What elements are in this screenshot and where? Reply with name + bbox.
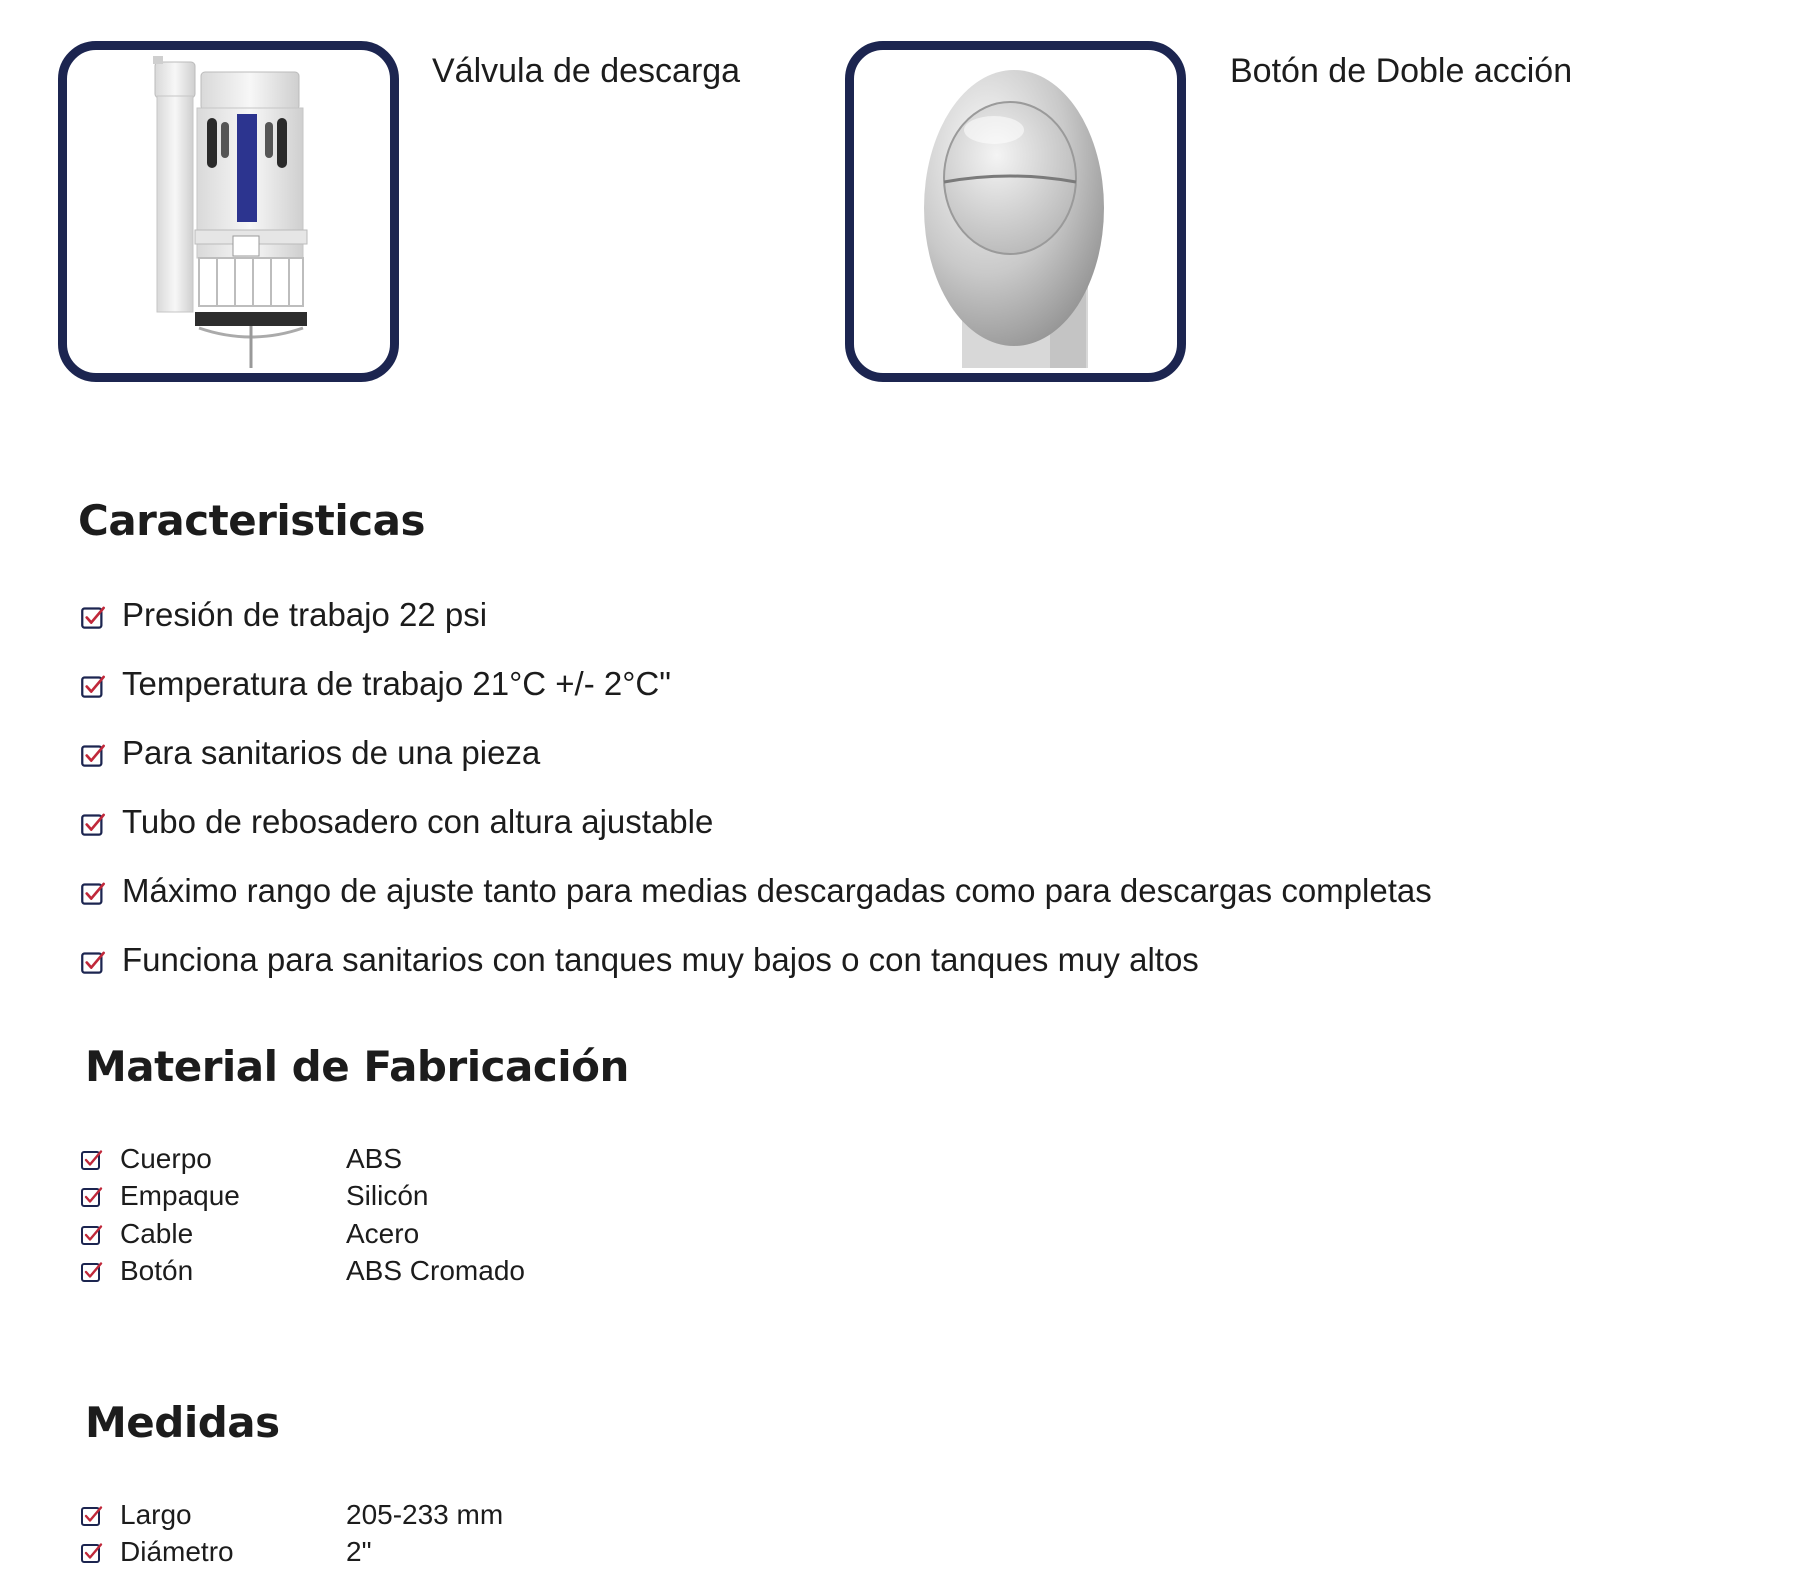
table-row: [80, 1215, 525, 1253]
material-list: [80, 1140, 525, 1290]
checkbox-icon: [80, 670, 107, 697]
table-row: [80, 1253, 525, 1291]
spec-value: Silicón: [346, 1180, 429, 1212]
table-row: [80, 1534, 503, 1572]
feature-text: Tubo de rebosadero con altura ajustable: [122, 802, 714, 840]
list-item: [80, 649, 1432, 718]
checkbox-icon: [80, 739, 107, 766]
checkbox-icon: [80, 1222, 104, 1246]
flush-valve-title: Válvula de descarga: [432, 52, 741, 90]
spec-name: Botón: [120, 1255, 194, 1287]
feature-text: Máximo rango de ajuste tanto para medias descargadas como para descargas completas: [122, 871, 1432, 909]
dual-flush-button-image: [854, 50, 1177, 373]
measures-list: [80, 1496, 503, 1571]
list-item: [80, 787, 1432, 856]
measures-heading: Medidas: [85, 1398, 280, 1447]
list-item: [80, 856, 1432, 925]
checkbox-icon: [80, 1540, 104, 1564]
checkbox-icon: [80, 601, 107, 628]
feature-text: Para sanitarios de una pieza: [122, 733, 541, 771]
feature-text: Funciona para sanitarios con tanques muy bajos o con tanques muy altos: [122, 940, 1199, 978]
dual-button-card: [845, 41, 1186, 382]
flush-valve-image: [67, 50, 390, 373]
feature-text: Presión de trabajo 22 psi: [122, 595, 488, 633]
feature-text: Temperatura de trabajo 21°C +/- 2°C": [122, 664, 671, 702]
material-heading: Material de Fabricación: [85, 1042, 629, 1091]
table-row: [80, 1178, 525, 1216]
spec-value: 205-233 mm: [346, 1498, 504, 1530]
spec-name: Cuerpo: [120, 1142, 212, 1174]
table-row: [80, 1496, 503, 1534]
flush-valve-card: [58, 41, 399, 382]
list-item: [80, 580, 1432, 649]
checkbox-icon: [80, 946, 107, 973]
checkbox-icon: [80, 808, 107, 835]
checkbox-icon: [80, 1184, 104, 1208]
spec-value: ABS Cromado: [346, 1255, 525, 1287]
checkbox-icon: [80, 1147, 104, 1171]
features-heading: Caracteristicas: [78, 496, 425, 545]
features-list: [80, 580, 1432, 994]
spec-name: Cable: [120, 1217, 194, 1249]
dual-button-title: Botón de Doble acción: [1230, 52, 1573, 90]
checkbox-icon: [80, 877, 107, 904]
spec-value: Acero: [346, 1217, 420, 1249]
spec-name: Empaque: [120, 1180, 240, 1212]
list-item: [80, 718, 1432, 787]
table-row: [80, 1140, 525, 1178]
spec-value: 2": [346, 1536, 372, 1568]
spec-value: ABS: [346, 1142, 403, 1174]
checkbox-icon: [80, 1259, 104, 1283]
list-item: [80, 925, 1432, 994]
checkbox-icon: [80, 1503, 104, 1527]
spec-name: Largo: [120, 1498, 192, 1530]
spec-name: Diámetro: [120, 1536, 234, 1568]
